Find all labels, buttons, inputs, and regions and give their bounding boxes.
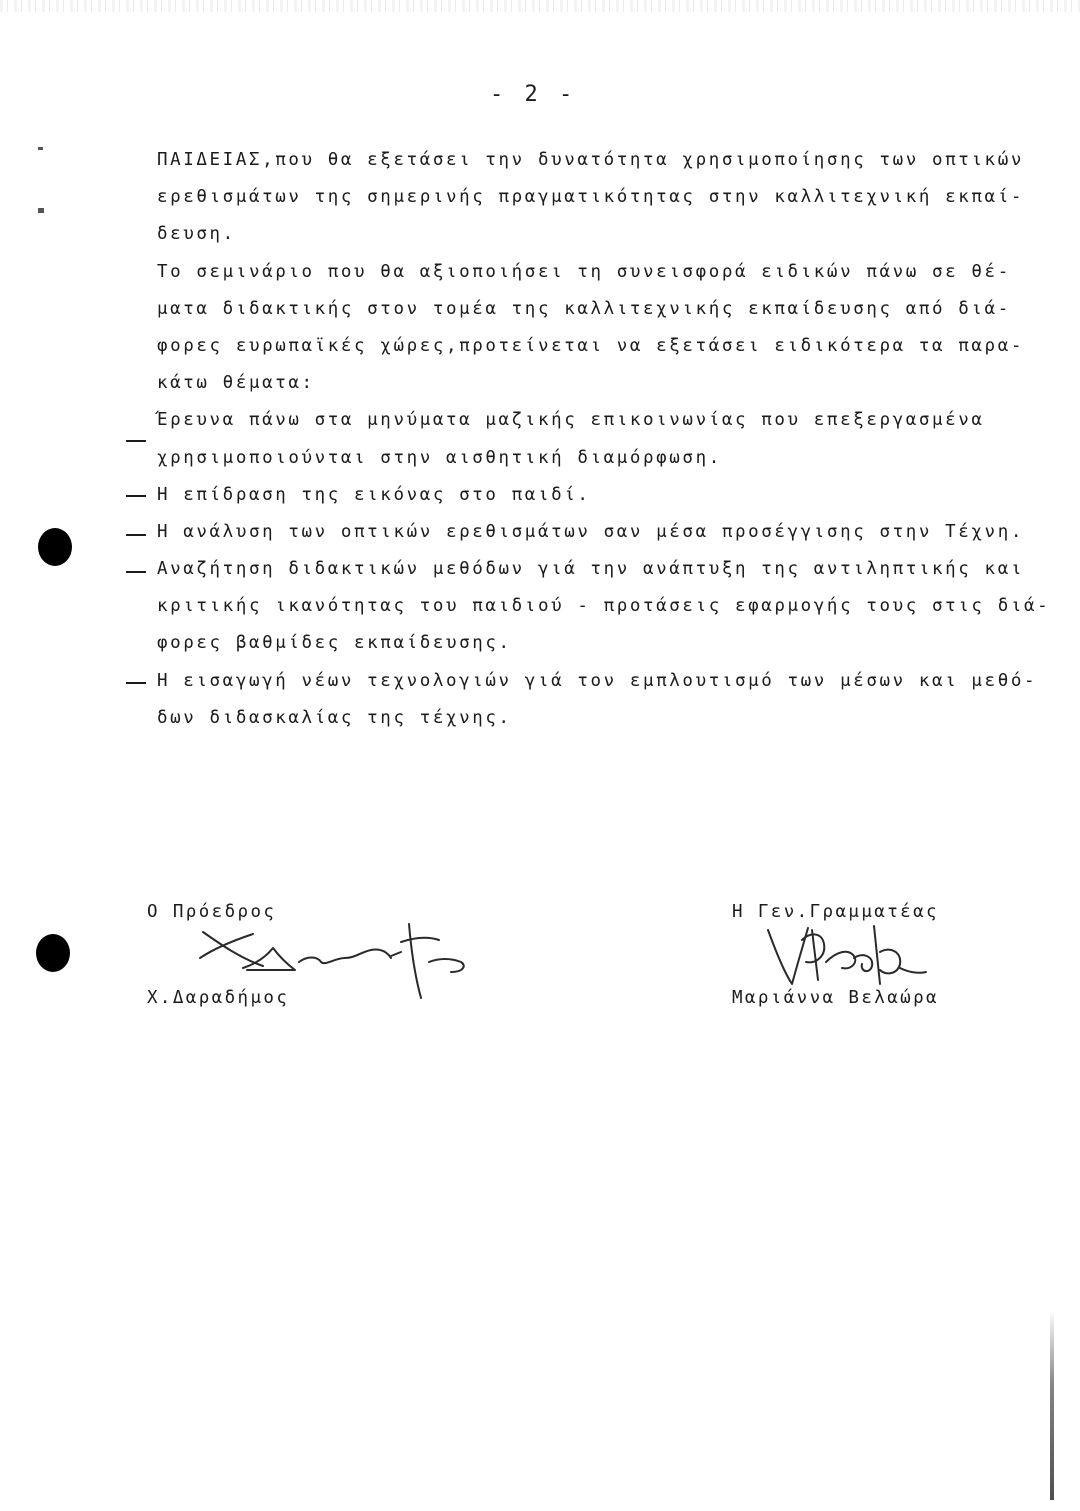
text-line: χρησιμοποιούνται στην αισθητική διαμόρφωση. bbox=[157, 447, 722, 468]
scan-speck bbox=[38, 147, 43, 150]
text-line: ερεθισμάτων της σημερινής πραγματικότητας στην καλλιτεχνική εκπαί- bbox=[157, 187, 1024, 208]
secretary-title: Η Γεν.Γραμματέας bbox=[732, 902, 939, 922]
scan-edge-noise bbox=[0, 0, 1080, 12]
bullet-dash bbox=[126, 534, 146, 536]
bullet-dash bbox=[126, 495, 146, 497]
scan-speck bbox=[38, 208, 44, 213]
text-line: ματα διδακτικής στον τομέα της καλλιτεχνικής εκπαίδευσης από διά- bbox=[157, 298, 1011, 319]
text-line: Αναζήτηση διδακτικών μεθόδων γιά την ανάπτυξη της αντιληπτικής και bbox=[157, 559, 1024, 580]
text-line: φορες ευρωπαϊκές χώρες,προτείνεται να εξετάσει ειδικότερα τα παρα- bbox=[157, 335, 1024, 356]
bullet-dash bbox=[126, 682, 146, 684]
text-line: κάτω θέματα: bbox=[157, 373, 315, 394]
text-line: Η επίδραση της εικόνας στο παιδί. bbox=[157, 484, 591, 505]
text-line: Έρευνα πάνω στα μηνύματα μαζικής επικοινωνίας που επεξεργασμένα bbox=[157, 410, 985, 431]
scan-edge-shadow bbox=[1050, 1310, 1054, 1500]
body-text bbox=[157, 142, 1051, 737]
text-line: ΠΑΙΔΕΙΑΣ,που θα εξετάσει την δυνατότητα χρησιμοποίησης των οπτικών bbox=[157, 150, 1024, 170]
bullet-dash bbox=[126, 440, 146, 442]
president-name: Χ.Δαραδήμος bbox=[147, 988, 290, 1008]
bullet-dash bbox=[126, 571, 146, 573]
text-line: Η ανάλυση των οπτικών ερεθισμάτων σαν μέσα προσέγγισης στην Τέχνη. bbox=[157, 521, 1024, 542]
president-title: Ο Πρόεδρος bbox=[147, 902, 277, 922]
punch-hole bbox=[36, 934, 70, 972]
text-line: Το σεμινάριο που θα αξιοποιήσει τη συνεισφορά ειδικών πάνω σε θέ- bbox=[157, 261, 1011, 282]
page-number: - 2 - bbox=[490, 82, 577, 107]
text-line: Η εισαγωγή νέων τεχνολογιών γιά τον εμπλουτισμό των μέσων και μεθό- bbox=[157, 670, 1038, 691]
text-line: δευση. bbox=[157, 224, 236, 245]
text-line: φορες βαθμίδες εκπαίδευσης. bbox=[157, 633, 512, 654]
secretary-name: Μαριάννα Βελαώρα bbox=[732, 988, 939, 1008]
punch-hole bbox=[38, 528, 72, 566]
text-line: κριτικής ικανότητας του παιδιού - προτάσεις εφαρμογής τους στις διά- bbox=[157, 596, 1051, 617]
text-line: δων διδασκαλίας της τέχνης. bbox=[157, 707, 512, 728]
secretary-signature bbox=[762, 922, 932, 990]
